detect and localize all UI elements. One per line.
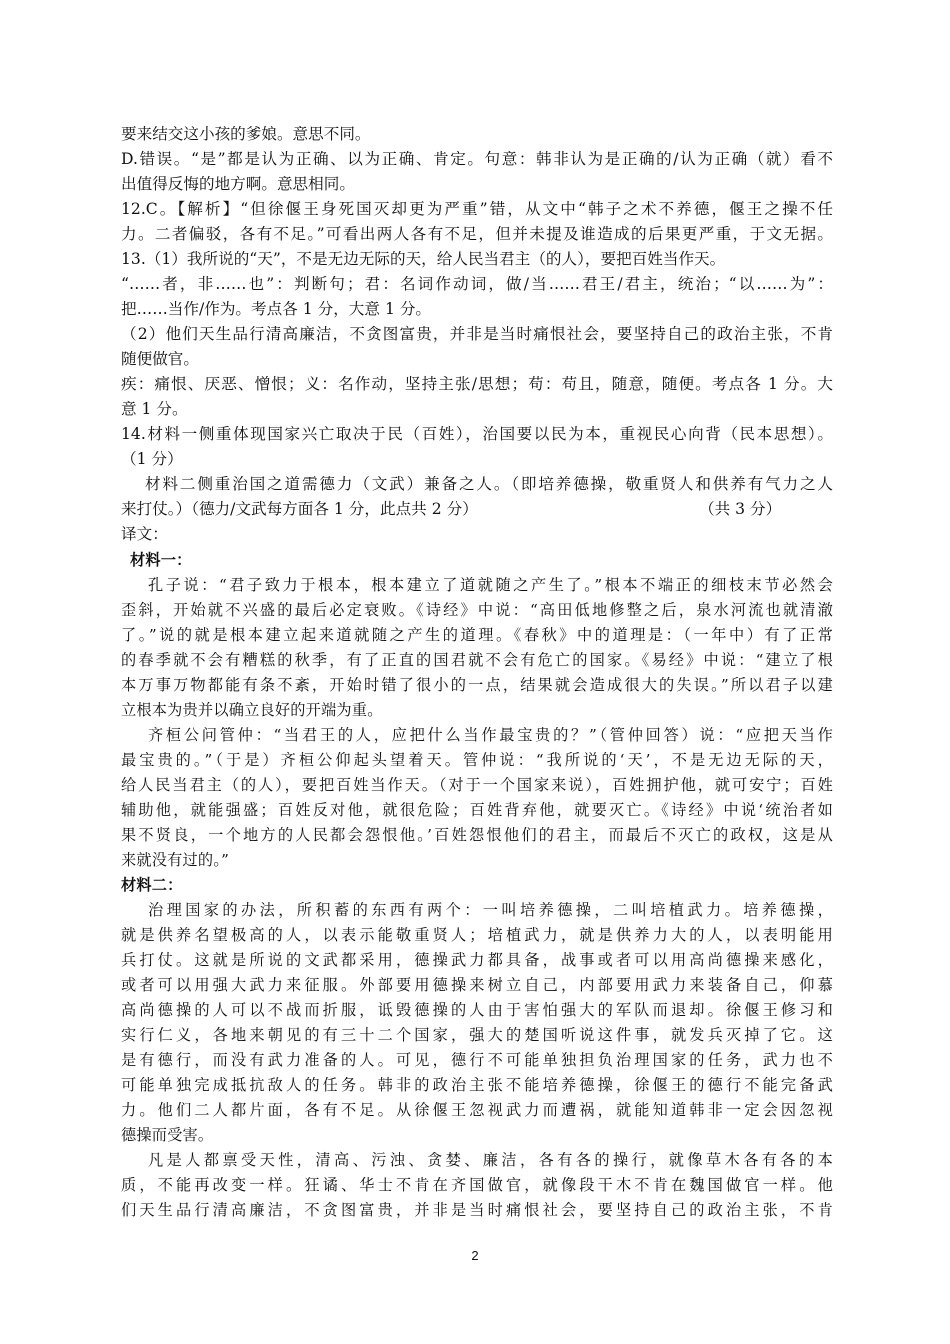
answer-line [121, 497, 833, 521]
translation-line: 孔子说：“君子致力于根本，根本建立了道就随之产生了。”根本不端正的细枝末节必然会 [148, 576, 833, 594]
translation-line: 高尚德操的人可以不战而折服，诋毁德操的人由于害怕强大的军队而退却。徐偃王修习和 [121, 1001, 833, 1019]
translation-line: 力。他们二人都片面，各有不足。从徐偃王忽视武力而遭祸，就能知道韩非一定会因忽视 [121, 1101, 833, 1119]
answer-line: 13.（1）我所说的“天”，不是无边无际的天，给人民当君主（的人），要把百姓当作天。 [121, 250, 726, 268]
answer-line: D.错误。“是”都是认为正确、以为正确、肯定。句意：韩非认为是正确的/认为正确（就）看不 [121, 150, 833, 168]
translation-line: 最宝贵的。”（于是）齐桓公仰起头望着天。管仲说：“我所说的‘天’，不是无边无际的天， [121, 751, 833, 769]
material-two-title: 材料二： [121, 876, 183, 894]
translation-line: 实行仁义，各地来朝见的有三十二个国家，强大的楚国听说这件事，就发兵灭掉了它。这 [121, 1026, 833, 1044]
page-number: 2 [471, 1248, 479, 1263]
answer-line: 随便做官。 [121, 350, 199, 368]
answer-line: 疾：痛恨、厌恶、憎恨；义：名作动，坚持主张/思想；苟：苟且，随意，随便。考点各 1 分。大 [121, 375, 833, 393]
answer-total-score: （共 3 分） [699, 500, 782, 518]
translation-line: 凡是人都禀受天性，清高、污浊、贪婪、廉洁，各有各的操行，就像草木各有各的本 [148, 1151, 833, 1169]
translation-line: 德操而受害。 [121, 1126, 214, 1144]
translation-line: 质，不能再改变一样。狂谲、华士不肯在齐国做官，就像段干木不肯在魏国做官一样。他 [121, 1176, 833, 1194]
translation-line: 立根本为贵并以确立良好的开端为重。 [121, 701, 383, 719]
translation-heading: 译文： [121, 525, 168, 543]
answer-line: 14.材料一侧重体现国家兴亡取决于民（百姓），治国要以民为本，重视民心向背（民本思想）。 [121, 425, 833, 443]
answer-line: 要来结交这小孩的爹娘。意思不同。 [121, 125, 371, 143]
translation-line: 就是供养名望极高的人，以表示能敬重贤人；培植武力，就是供养力大的人，以表明能用 [121, 926, 833, 944]
answer-line: 把……当作/作为。考点各 1 分，大意 1 分。 [121, 300, 432, 318]
answer-line: （1 分） [121, 450, 183, 468]
answer-line-text: 来打仗。）（德力/文武每方面各 1 分，此点共 2 分） [121, 500, 478, 518]
translation-line: 给人民当君主（的人），要把百姓当作天。（对于一个国家来说），百姓拥护他，就可安宁；百姓 [121, 776, 833, 794]
answer-line: 力。二者偏驳，各有不足。”可看出两人各有不足，但并未提及谁造成的后果更严重，于文无据。 [121, 225, 833, 243]
translation-line: 的春季就不会有糟糕的秋季，有了正直的国君就不会有危亡的国家。《易经》中说：“建立了根 [121, 651, 833, 669]
translation-line: 治理国家的办法，所积蓄的东西有两个：一叫培养德操，二叫培植武力。培养德操， [148, 901, 833, 919]
translation-line: 齐桓公问管仲：“当君王的人，应把什么当作最宝贵的？”（管仲回答）说：“应把天当作 [148, 726, 833, 744]
translation-line: 们天生品行清高廉洁，不贪图富贵，并非是当时痛恨社会，要坚持自己的政治主张，不肯 [121, 1201, 833, 1219]
translation-line: 本万事万物都能有条不紊，开始时错了很小的一点，结果就会造成很大的失误。”所以君子以建 [121, 676, 833, 694]
material-one-title: 材料一： [130, 551, 192, 569]
translation-line: 果不贤良，一个地方的人民都会怨恨他。’百姓怨恨他们的君主，而最后不灭亡的政权，这是从 [121, 826, 833, 844]
answer-line: 出值得反悔的地方啊。意思相同。 [121, 175, 355, 193]
answer-line: 12.C。【解析】“但徐偃王身死国灭却更为严重”错，从文中“韩子之术不养德，偃王之操不任 [121, 200, 833, 218]
translation-line: 兵打仗。这就是所说的文武都采用，德操武力都具备，战事或者可以用高尚德操来感化， [121, 951, 833, 969]
translation-line: 辅助他，就能强盛；百姓反对他，就很危险；百姓背弃他，就要灭亡。《诗经》中说‘统治者如 [121, 801, 833, 819]
translation-line: 来就没有过的。” [121, 851, 230, 869]
answer-line: 材料二侧重治国之道需德力（文武）兼备之人。（即培养德操，敬重贤人和供养有气力之人 [145, 475, 833, 493]
translation-line: 可能单独完成抵抗敌人的任务。韩非的政治主张不能培养德操，徐偃王的德行不能完备武 [121, 1076, 833, 1094]
answer-line: （2）他们天生品行清高廉洁，不贪图富贵，并非是当时痛恨社会，要坚持自己的政治主张，不肯 [121, 325, 833, 343]
translation-line: 了。”说的就是根本建立起来道就随之产生的道理。《春秋》中的道理是：（一年中）有了正常 [121, 626, 833, 644]
answer-line: “……者，非……也”：判断句；君：名词作动词，做/当……君王/君主，统治；“以……为”： [121, 275, 833, 293]
translation-line: 或者可以用强大武力来征服。外部要用德操来树立自己，内部要用武力来装备自己，仰慕 [121, 976, 833, 994]
translation-line: 是有德行，而没有武力准备的人。可见，德行不可能单独担负治理国家的任务，武力也不 [121, 1051, 833, 1069]
answer-line: 意 1 分。 [121, 400, 188, 418]
translation-line: 歪斜，开始就不兴盛的最后必定衰败。《诗经》中说：“高田低地修整之后，泉水河流也就清澈 [121, 601, 833, 619]
